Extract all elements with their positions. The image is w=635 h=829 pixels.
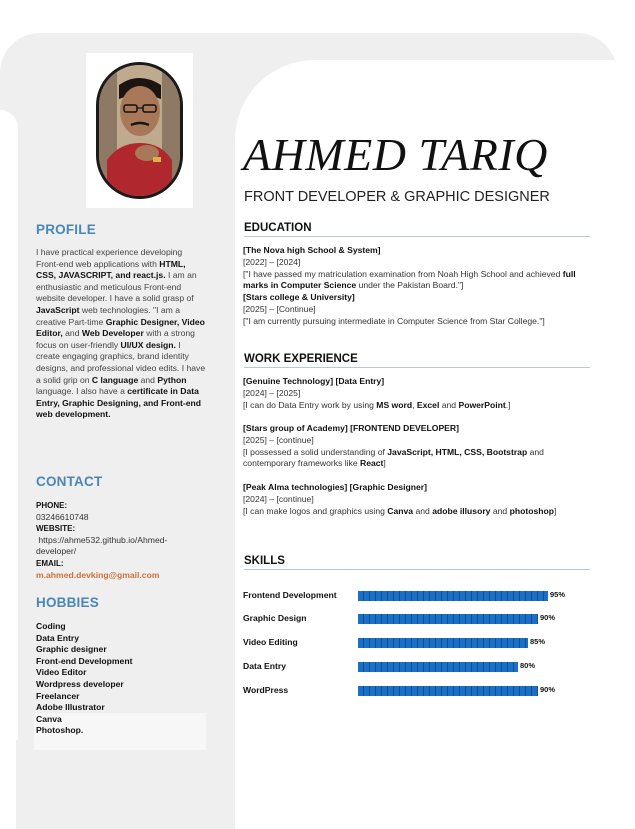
hobby-item: Wordpress developer: [36, 678, 124, 689]
work-dates: [2024] – [continue]: [243, 493, 314, 504]
text-segment: I am an enthusiastic and meticulous Front-end website developer. I have a solid grasp of: [36, 270, 197, 304]
candidate-name: AHMED TARIQ: [243, 129, 548, 180]
bold-text: C language: [91, 374, 139, 385]
education-school: [Stars college & University]: [243, 292, 355, 303]
left-margin: [0, 110, 18, 829]
skill-bar: [358, 686, 538, 696]
sidebar-bottom-curve: [16, 740, 235, 829]
work-description: [243, 400, 591, 412]
bold-text: adobe illusory: [432, 505, 491, 516]
contact-block: [36, 500, 206, 581]
education-school: [The Nova high School & System]: [243, 245, 381, 255]
bold-text: JavaScript: [36, 304, 80, 315]
skill-row: [243, 660, 591, 674]
hobbies-heading: HOBBIES: [36, 595, 99, 610]
skill-percent: 80%: [520, 661, 536, 670]
bold-text: certificate in Data Entry, Graphic Designing, and Front-end web development.: [36, 386, 202, 420]
skill-percent: 95%: [550, 590, 566, 599]
work-entry: [243, 376, 591, 411]
text-segment: ]: [553, 505, 557, 516]
profile-heading: PROFILE: [36, 222, 96, 237]
skill-name: Video Editing: [243, 637, 298, 647]
profile-text: [36, 247, 206, 421]
work-company: [Genuine Technology] [Data Entry]: [243, 376, 385, 386]
hobby-item: Data Entry: [36, 632, 79, 643]
work-entry: [243, 482, 591, 517]
text-segment: I have practical experience developing Front-end web applications with: [36, 247, 183, 269]
hobby-item: Freelancer: [36, 690, 80, 701]
skill-row: [243, 636, 591, 650]
text-segment: language. I also have a: [36, 386, 128, 397]
text-segment: [I can make logos and graphics using: [243, 505, 388, 516]
phone-value: 03246610748: [36, 511, 89, 522]
skills-heading: SKILLS: [244, 555, 590, 570]
bold-text: MS word: [376, 399, 413, 410]
skill-percent: 90%: [540, 613, 556, 622]
text-segment: web technologies. "I am a creative Part-time: [36, 304, 180, 327]
job-title: FRONT DEVELOPER & GRAPHIC DESIGNER: [244, 189, 550, 205]
work-company: [Peak Alma technologies] [Graphic Designer]: [243, 482, 428, 492]
work-dates: [2024] – [2025]: [243, 387, 301, 398]
bold-text: photoshop: [509, 505, 554, 516]
hobby-item: Video Editor: [36, 667, 87, 678]
bold-text: React: [360, 458, 384, 469]
text-segment: ["I have passed my matriculation examination from Noah High School and achieved: [243, 268, 563, 279]
skill-bar: [358, 638, 528, 648]
bold-text: JavaScript, HTML, CSS, Bootstrap: [387, 446, 528, 457]
bold-text: full marks in Computer Science: [243, 268, 576, 291]
email-label: EMAIL:: [36, 558, 64, 568]
skill-name: Graphic Design: [243, 613, 307, 623]
hobby-item: Graphic designer: [36, 644, 107, 655]
hobbies-list: [36, 621, 206, 737]
hobby-item: Adobe Illustrator: [36, 702, 105, 713]
text-segment: .]: [505, 399, 511, 410]
phone-label: PHONE:: [36, 501, 68, 510]
skill-percent: 85%: [530, 637, 546, 646]
work-dates: [2025] – [continue]: [243, 434, 314, 445]
skill-bar: [358, 662, 518, 672]
text-segment: and: [138, 374, 158, 385]
work-heading: WORK EXPERIENCE: [244, 353, 590, 368]
text-segment: and contemporary frameworks like: [243, 446, 544, 469]
education-dates: [2022] – [2024]: [243, 256, 301, 267]
portrait-illustration: [99, 65, 180, 196]
education-description: [243, 269, 591, 293]
skill-name: Data Entry: [243, 661, 286, 671]
bold-text: Canva: [387, 505, 414, 516]
education-section: [243, 245, 591, 328]
skill-bar: [358, 614, 538, 624]
website-link[interactable]: https://ahme532.github.io/Ahmed-developer/: [36, 534, 168, 557]
text-segment: and: [62, 328, 82, 339]
text-segment: [I possessed a solid understanding of: [243, 446, 388, 457]
text-segment: [I can do Data Entry work by using: [243, 399, 377, 410]
hobby-item: Front-end Development: [36, 655, 133, 666]
bold-text: HTML, CSS, JAVASCRIPT, and react.js.: [36, 258, 186, 281]
bold-text: Graphic Designer, Video Editor,: [36, 316, 205, 339]
education-entry: [243, 292, 591, 327]
education-heading: EDUCATION: [244, 222, 590, 237]
bold-text: Python: [157, 374, 187, 385]
text-segment: ["I am currently pursuing intermediate in Computer Science from Star College."]: [243, 315, 545, 326]
text-segment: and: [490, 505, 510, 516]
hobby-item: Photoshop.: [36, 725, 84, 736]
text-segment: and: [413, 505, 433, 516]
hobby-item: Coding: [36, 621, 66, 631]
bold-text: Excel: [416, 399, 440, 410]
skill-row: [243, 589, 591, 603]
text-segment: under the Pakistan Board."]: [356, 280, 464, 291]
skill-bar: [358, 591, 548, 601]
education-dates: [2025] – [Continue]: [243, 303, 316, 314]
skill-row: [243, 684, 591, 698]
work-entry: [243, 423, 591, 470]
work-company: [Stars group of Academy] [FRONTEND DEVELOPER]: [243, 423, 459, 433]
education-entry: [243, 245, 591, 292]
bold-text: Web Developer: [81, 328, 144, 339]
contact-heading: CONTACT: [36, 474, 103, 489]
text-segment: ]: [383, 458, 386, 469]
work-description: [243, 506, 591, 518]
skill-percent: 90%: [540, 685, 556, 694]
bold-text: UI/UX design.: [120, 339, 176, 350]
website-label: WEBSITE:: [36, 524, 76, 534]
work-description: [243, 447, 591, 471]
skill-row: [243, 612, 591, 626]
profile-photo-frame: [86, 53, 193, 208]
text-segment: with a strong focus on user-friendly: [36, 328, 195, 350]
skill-name: Frontend Development: [243, 590, 337, 600]
text-segment: and: [439, 399, 459, 410]
profile-photo: [96, 62, 183, 199]
education-description: [243, 316, 591, 328]
text-segment: I create engaging graphics, brand identity designs, and professional video edits. I have a solid grip on: [36, 339, 206, 385]
email-link[interactable]: m.ahmed.devking@gmail.com: [36, 569, 160, 580]
skill-name: WordPress: [243, 685, 289, 695]
text-segment: ,: [412, 399, 417, 410]
bold-text: PowerPoint: [458, 399, 506, 410]
hobby-item: Canva: [36, 713, 62, 724]
